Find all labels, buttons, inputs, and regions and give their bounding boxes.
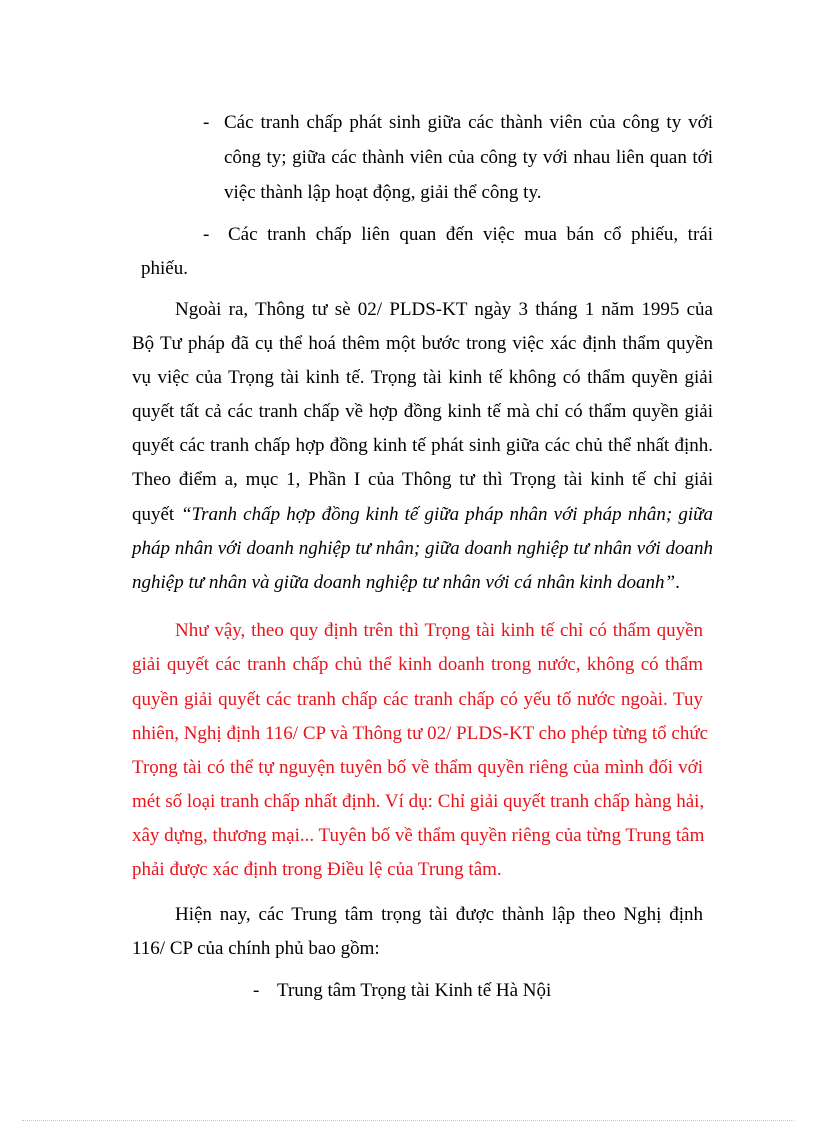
bullet-dash-3: - bbox=[253, 980, 260, 1001]
bullet1-line-3: việc thành lập hoạt động, giải thể công ty. bbox=[224, 182, 542, 203]
bullet-dash-2: - bbox=[203, 224, 210, 245]
para1-quote-line-2: pháp nhân với doanh nghiệp tư nhân; giữa doanh nghiệp tư nhân với doanh bbox=[132, 538, 713, 559]
para1-line-5: quyết các tranh chấp hợp đồng kinh tế phát sinh giữa các chủ thể nhất định. bbox=[132, 435, 713, 456]
bullet3-line: Trung tâm Trọng tài Kinh tế Hà Nội bbox=[277, 980, 552, 1001]
bullet-dash-1: - bbox=[203, 112, 210, 133]
para1-line-4: quyết tất cả các tranh chấp về hợp đồng kinh tế mà chỉ có thẩm quyền giải bbox=[132, 401, 713, 422]
para2-line-6: mét số loại tranh chấp nhất định. Ví dụ: Chỉ giải quyết tranh chấp hàng hải, bbox=[132, 791, 705, 812]
bullet2-line-1: Các tranh chấp liên quan đến việc mua bán cổ phiếu, trái bbox=[228, 224, 713, 245]
para2-line-8: phải được xác định trong Điều lệ của Trung tâm. bbox=[132, 859, 502, 880]
para1-line-1: Ngoài ra, Thông tư sè 02/ PLDS-KT ngày 3 tháng 1 năm 1995 của bbox=[175, 299, 713, 320]
para1-quote-line-1: “Tranh chấp hợp đồng kinh tế giữa pháp nhân với pháp nhân; giữa bbox=[181, 504, 713, 525]
bullet1-line-2: công ty; giữa các thành viên của công ty với nhau liên quan tới bbox=[224, 147, 713, 168]
para2-line-1: Như vậy, theo quy định trên thì Trọng tài kinh tế chỉ có thẩm quyền bbox=[175, 620, 703, 641]
para1-line-3: vụ việc của Trọng tài kinh tế. Trọng tài kinh tế không có thẩm quyền giải bbox=[132, 367, 713, 388]
bullet1-line-1: Các tranh chấp phát sinh giữa các thành viên của công ty với bbox=[224, 112, 713, 133]
para3-line-2: 116/ CP của chính phủ bao gồm: bbox=[132, 938, 380, 959]
page-bottom-divider bbox=[22, 1120, 794, 1121]
para1-line-6: Theo điểm a, mục 1, Phần I của Thông tư thì Trọng tài kinh tế chỉ giải bbox=[132, 469, 713, 490]
para2-line-7: xây dựng, thương mại... Tuyên bố về thẩm quyền riêng của từng Trung tâm bbox=[132, 825, 705, 846]
para1-quote-line-3 bbox=[132, 570, 680, 596]
para1-line-2: Bộ Tư pháp đã cụ thể hoá thêm một bước trong việc xác định thẩm quyền bbox=[132, 333, 713, 354]
para2-line-3: quyền giải quyết các tranh chấp các tranh chấp có yếu tố nước ngoài. Tuy bbox=[132, 689, 703, 710]
para1-quote-line-3-text: nghiệp tư nhân và giữa doanh nghiệp tư nhân với cá nhân kinh doanh” bbox=[132, 572, 676, 593]
para2-line-2: giải quyết các tranh chấp chủ thể kinh doanh trong nước, không có thẩm bbox=[132, 654, 703, 675]
para2-line-5: Trọng tài có thể tự nguyện tuyên bố về thẩm quyền riêng của mình đối với bbox=[132, 757, 703, 778]
para3-line-1: Hiện nay, các Trung tâm trọng tài được thành lập theo Nghị định bbox=[175, 904, 703, 925]
para2-line-4: nhiên, Nghị định 116/ CP và Thông tư 02/ PLDS-KT cho phép từng tổ chức bbox=[132, 723, 709, 744]
para1-end-period: . bbox=[675, 572, 680, 593]
para1-quote-lead: quyết bbox=[132, 504, 175, 525]
bullet2-line-2: phiếu. bbox=[141, 258, 188, 279]
